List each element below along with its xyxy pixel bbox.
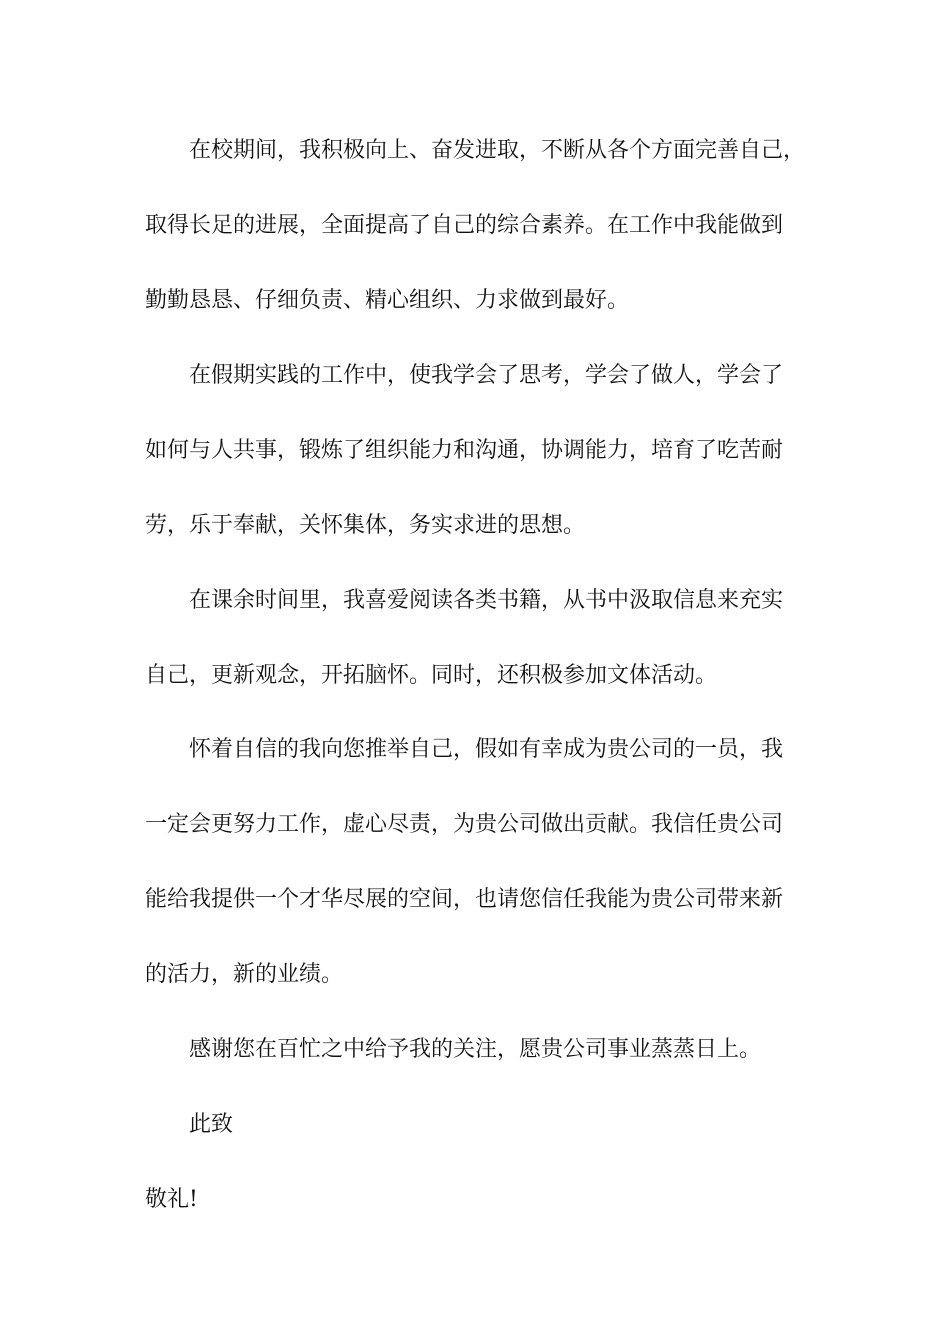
paragraph-3-line-1: 在课余时间里，我喜爱阅读各类书籍，从书中汲取信息来充实 — [189, 588, 784, 613]
paragraph-2-line-3: 劳，乐于奉献，关怀集体，务实求进的思想。 — [145, 513, 586, 538]
paragraph-4-line-3: 能给我提供一个才华尽展的空间，也请您信任我能为贵公司带来新 — [145, 887, 784, 912]
paragraph-3-line-2: 自己，更新观念，开拓脑怀。同时，还积极参加文体活动。 — [145, 663, 718, 688]
paragraph-4-line-1: 怀着自信的我向您推举自己，假如有幸成为贵公司的一员，我 — [189, 737, 784, 762]
paragraph-2-line-1: 在假期实践的工作中，使我学会了思考，学会了做人，学会了 — [189, 363, 784, 388]
closing-text: 此致 — [189, 1112, 234, 1137]
salutation-text: 敬礼! — [145, 1187, 198, 1212]
paragraph-1-line-3: 勤勤恳恳、仔细负责、精心组织、力求做到最好。 — [145, 288, 630, 313]
paragraph-1-line-1: 在校期间，我积极向上、奋发进取，不断从各个方面完善自己， — [189, 138, 806, 163]
paragraph-4-line-4: 的活力，新的业绩。 — [145, 962, 344, 987]
paragraph-4-line-2: 一定会更努力工作，虚心尽责，为贵公司做出贡献。我信任贵公司 — [145, 812, 784, 837]
paragraph-2-line-2: 如何与人共事，锻炼了组织能力和沟通，协调能力，培育了吃苦耐 — [145, 438, 784, 463]
paragraph-5-line-1: 感谢您在百忙之中给予我的关注，愿贵公司事业蒸蒸日上。 — [189, 1037, 762, 1062]
paragraph-1-line-2: 取得长足的进展，全面提高了自己的综合素养。在工作中我能做到 — [145, 213, 784, 238]
